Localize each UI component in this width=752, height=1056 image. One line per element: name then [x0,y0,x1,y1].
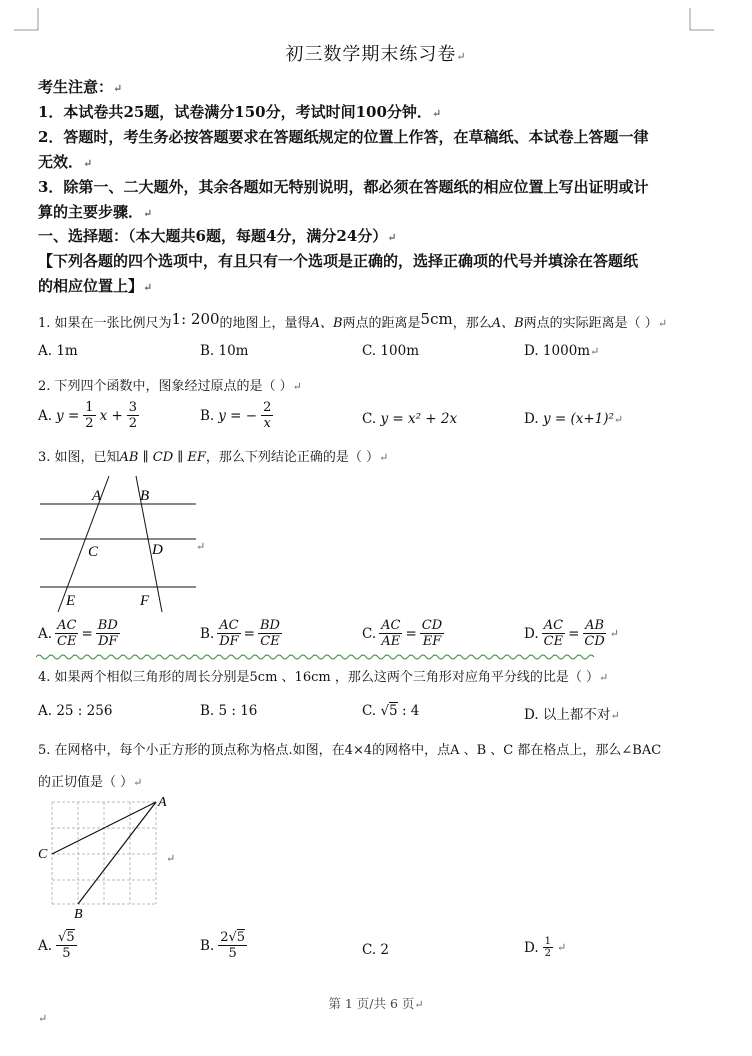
transversal-left [58,476,109,612]
label-c: C [38,847,48,862]
q1-option-b: B. 10m [200,343,249,359]
label-c: C [88,544,99,560]
q3-option-a: A. $\frac{AC}{CE}$ = $\frac{BD}{DF}$ [38,618,118,649]
label-b: B [74,907,83,922]
paragraph-mark: ↵ [38,1012,48,1025]
q4-option-c: C. √5 : 4 [362,703,420,719]
q4-option-b: B. 5 : 16 [200,703,258,719]
label-a: A [158,795,167,810]
paragraph-mark: ↵ [196,540,206,553]
q2-option-c: C. y = x² + 2x [362,411,458,427]
q5-option-a: A. $\frac{√5}{5}$ [38,930,75,961]
q3-parallel-lines-figure [36,472,206,617]
q2-option-a: A. y = $\frac{1}{2}$ x + $\frac{3}{2}$ [38,400,138,431]
label-f: F [140,593,150,609]
q3-option-b: B. $\frac{AC}{DF}$ = $\frac{BD}{CE}$ [200,618,280,649]
label-b: B [140,488,150,504]
q2-option-b: B. y = − $\frac{2}{x}$ [200,400,272,431]
notice-item-3-cont: 算的主要步骤．↵ [38,203,153,221]
label-a: A [92,488,102,504]
q3-option-d: D. $\frac{AC}{CE}$ = $\frac{AB}{CD}$ ↵ [524,618,619,649]
label-d: D [152,542,163,558]
question-5: 5. 在网格中，每个小正方形的顶点称为格点.如图，在4×4的网格中，点A 、B 、C 都在格点上，那么∠BAC [38,743,662,758]
question-5-cont: 的正切值是（ ）↵ [38,775,143,790]
segment-ab [78,802,156,904]
notice-item-2-cont: 无效．↵ [38,153,93,171]
question-2: 2. 下列四个函数中，图象经过原点的是（ ）↵ [38,379,302,394]
notice-item-2: 2．答题时，考生务必按答题要求在答题纸规定的位置上作答，在草稿纸、本试卷上答题一律 [38,128,649,146]
q3-option-c: C. $\frac{AC}{AE}$ = $\frac{CD}{EF}$ [362,618,443,649]
q3-wavy-underline [36,652,616,662]
q5-option-d: D. $\frac{1}{2}$ ↵ [524,936,567,959]
q1-option-c: C. 100m [362,343,419,359]
label-e: E [66,593,76,609]
q5-option-b: B. $\frac{2√5}{5}$ [200,930,246,961]
q1-option-d: D. 1000m↵ [524,343,600,359]
notice-item-3: 3．除第一、二大题外，其余各题如无特别说明，都必须在答题纸的相应位置上写出证明或计 [38,178,649,196]
question-3: 3. 如图，已知AB ∥ CD ∥ EF，那么下列结论正确的是（ ）↵ [38,450,389,465]
section-heading: 一、选择题：（本大题共6题，每题4分，满分24分）↵ [38,227,397,245]
q4-option-a: A. 25 : 256 [38,703,113,719]
question-4: 4. 如果两个相似三角形的周长分别是5cm 、16cm ，那么这两个三角形对应角平分线的比是（ ）↵ [38,670,609,685]
page-title: 初三数学期末练习卷↵ [285,44,467,65]
q2-option-d: D. y = (x+1)²↵ [524,411,624,427]
page-footer: 第 1 页/共 6 页↵ [328,996,424,1011]
section-instruction-cont: 的相应位置上】↵ [38,277,153,295]
notice-heading: 考生注意：↵ [38,78,123,96]
question-1: 1. 如果在一张比例尺为1: 200的地图上，量得A、B两点的距离是5cm，那么A、B两点的实际距离是（ ）↵ [38,310,668,331]
section-instruction: 【下列各题的四个选项中，有且只有一个选项是正确的，选择正确项的代号并填涂在答题纸 [38,252,639,270]
grid-lines [52,802,156,904]
paragraph-mark: ↵ [166,852,176,865]
notice-item-1: 1．本试卷共25题，试卷满分150分，考试时间100分钟．↵ [38,103,442,121]
q5-grid-figure [34,792,174,922]
q5-option-c: C. 2 [362,942,390,958]
q4-option-d: D. 以上都不对↵ [524,707,620,723]
q1-option-a: A. 1m [38,343,78,359]
